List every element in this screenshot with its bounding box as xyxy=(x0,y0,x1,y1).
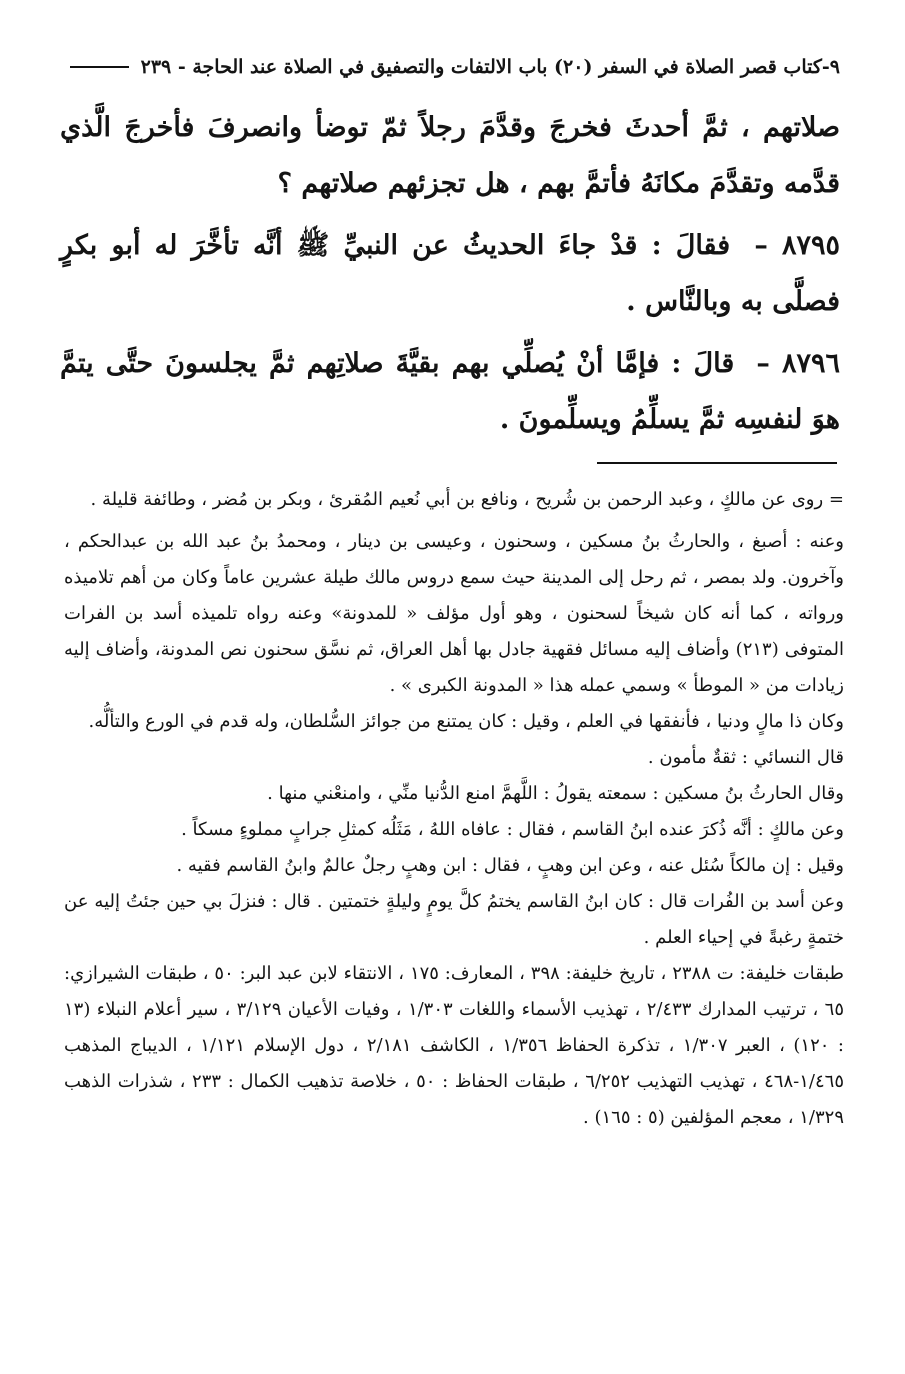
entry-number: ٨٧٩٥ – xyxy=(754,230,841,261)
main-text xyxy=(60,100,840,454)
footnote-continuation: = روى عن مالكٍ ، وعبد الرحمن بن شُريح ، ونافع بن أبي نُعيم المُقرئ ، وبكر بن مُضر ، وطائفة قليلة . xyxy=(90,489,844,510)
quote-nasai: قال النسائي : ثقةٌ مأمون . xyxy=(647,747,844,768)
entry-number: ٨٧٩٦ – xyxy=(756,348,840,379)
quote-qila: وقيل : إن مالكاً سُئل عنه ، وعن ابن وهبٍ ، فقال : ابن وهبٍ رجلٌ عالمٌ وابنُ القاسم فقيه . xyxy=(176,855,844,876)
running-header xyxy=(70,56,840,78)
paragraph-8795 xyxy=(60,218,840,330)
header-title: ٩-كتاب قصر الصلاة في السفر (٢٠) باب الالتفات والتصفيق في الصلاة عند الحاجة - ٢٣٩ xyxy=(140,56,840,78)
quote-asad: وعن أسد بن الفُرات قال : كان ابنُ القاسم يختمُ كلَّ يومٍ وليلةٍ ختمتين . قال : فنزلَ بي حين جئتُ إليه عن ختمةٍ رغبةً في إحياء العلم . xyxy=(64,891,844,948)
paragraph-continuation: صلاتهم ، ثمَّ أحدثَ فخرجَ وقدَّمَ رجلاً ثمّ توضأ وانصرفَ فأخرجَ الَّذي قدَّمه وتقدَّمَ مكانَهُ فأتمَّ بهم ، هل تجزئهم صلاتهم ؟ xyxy=(60,112,840,199)
footnote-divider xyxy=(597,462,837,464)
footnotes xyxy=(64,482,844,1136)
quote-malik: وعن مالكٍ : أنَّه ذُكرَ عنده ابنُ القاسم ، فقال : عافاه اللهُ ، مَثَلُه كمثلِ جرابٍ مملوءٍ مسكاً . xyxy=(181,819,844,840)
biography-wealth: وكان ذا مالٍ ودنيا ، فأنفقها في العلم ، وقيل : كان يمتنع من جوائز السُّلطان، وله قدم في الورع والتألُّه. xyxy=(88,711,844,732)
paragraph-8796 xyxy=(60,336,840,448)
biography-block xyxy=(64,524,844,956)
biography-students: وعنه : أصبغ ، والحارثُ بنُ مسكين ، وسحنون ، وعيسى بن دينار ، ومحمدُ بنُ عبد الله بن عبدالحكم ، وآخرون. ولد بمصر ، ثم رحل إلى المدينة حيث سمع دروس مالك طيلة عشرين عاماً وكان من أهم تلاميذه ورواته ، كما أنه كان شيخاً لسحنون ، وهو أول مؤلف « للمدونة» وعنه رواه تلميذه أسد بن الفرات المتوفى (٢١٣) وأضاف إليه مسائل فقهية جادل بها أهل العراق، ثم نسَّق سحنون نص المدونة، وأضاف إليه زيادات من « الموطأ » وسمي عمله هذا « المدونة الكبرى » . xyxy=(64,531,844,696)
references: طبقات خليفة: ت ٢٣٨٨ ، تاريخ خليفة: ٣٩٨ ، المعارف: ١٧٥ ، الانتقاء لابن عبد البر: ٥٠ ، طبقات الشيرازي: ٦٥ ، ترتيب المدارك ٢/٤٣٣ ، تهذيب الأسماء واللغات ١/٣٠٣ ، وفيات الأعيان ٣/١٢٩ ، سير أعلام النبلاء (١٣ : ١٢٠) ، العبر ١/٣٠٧ ، تذكرة الحفاظ ١/٣٥٦ ، الكاشف ٢/١٨١ ، دول الإسلام ١/١٢١ ، الديباج المذهب ١/٤٦٥-٤٦٨ ، تهذيب التهذيب ٦/٢٥٢ ، طبقات الحفاظ : ٥٠ ، خلاصة تذهيب الكمال : ٢٣٣ ، شذرات الذهب ١/٣٢٩ ، معجم المؤلفين (٥ : ١٦٥) . xyxy=(64,963,845,1128)
quote-harith: وقال الحارثُ بنُ مسكين : سمعته يقولُ : اللَّهمَّ امنع الدُّنيا منِّي ، وامنعْني منها . xyxy=(267,783,844,804)
entry-text: فقالَ : قدْ جاءَ الحديثُ عن النبيِّ ﷺ أنَّه تأخَّرَ له أبو بكرٍ فصلَّى به وبالنَّاس . xyxy=(60,230,840,317)
header-rule xyxy=(70,66,129,68)
entry-text: قالَ : فإمَّا أنْ يُصلِّي بهم بقيَّةَ صلاتِهم ثمَّ يجلسونَ حتَّى يتمَّ هوَ لنفسِه ثمَّ يسلِّمُ ويسلِّمونَ . xyxy=(60,348,840,435)
